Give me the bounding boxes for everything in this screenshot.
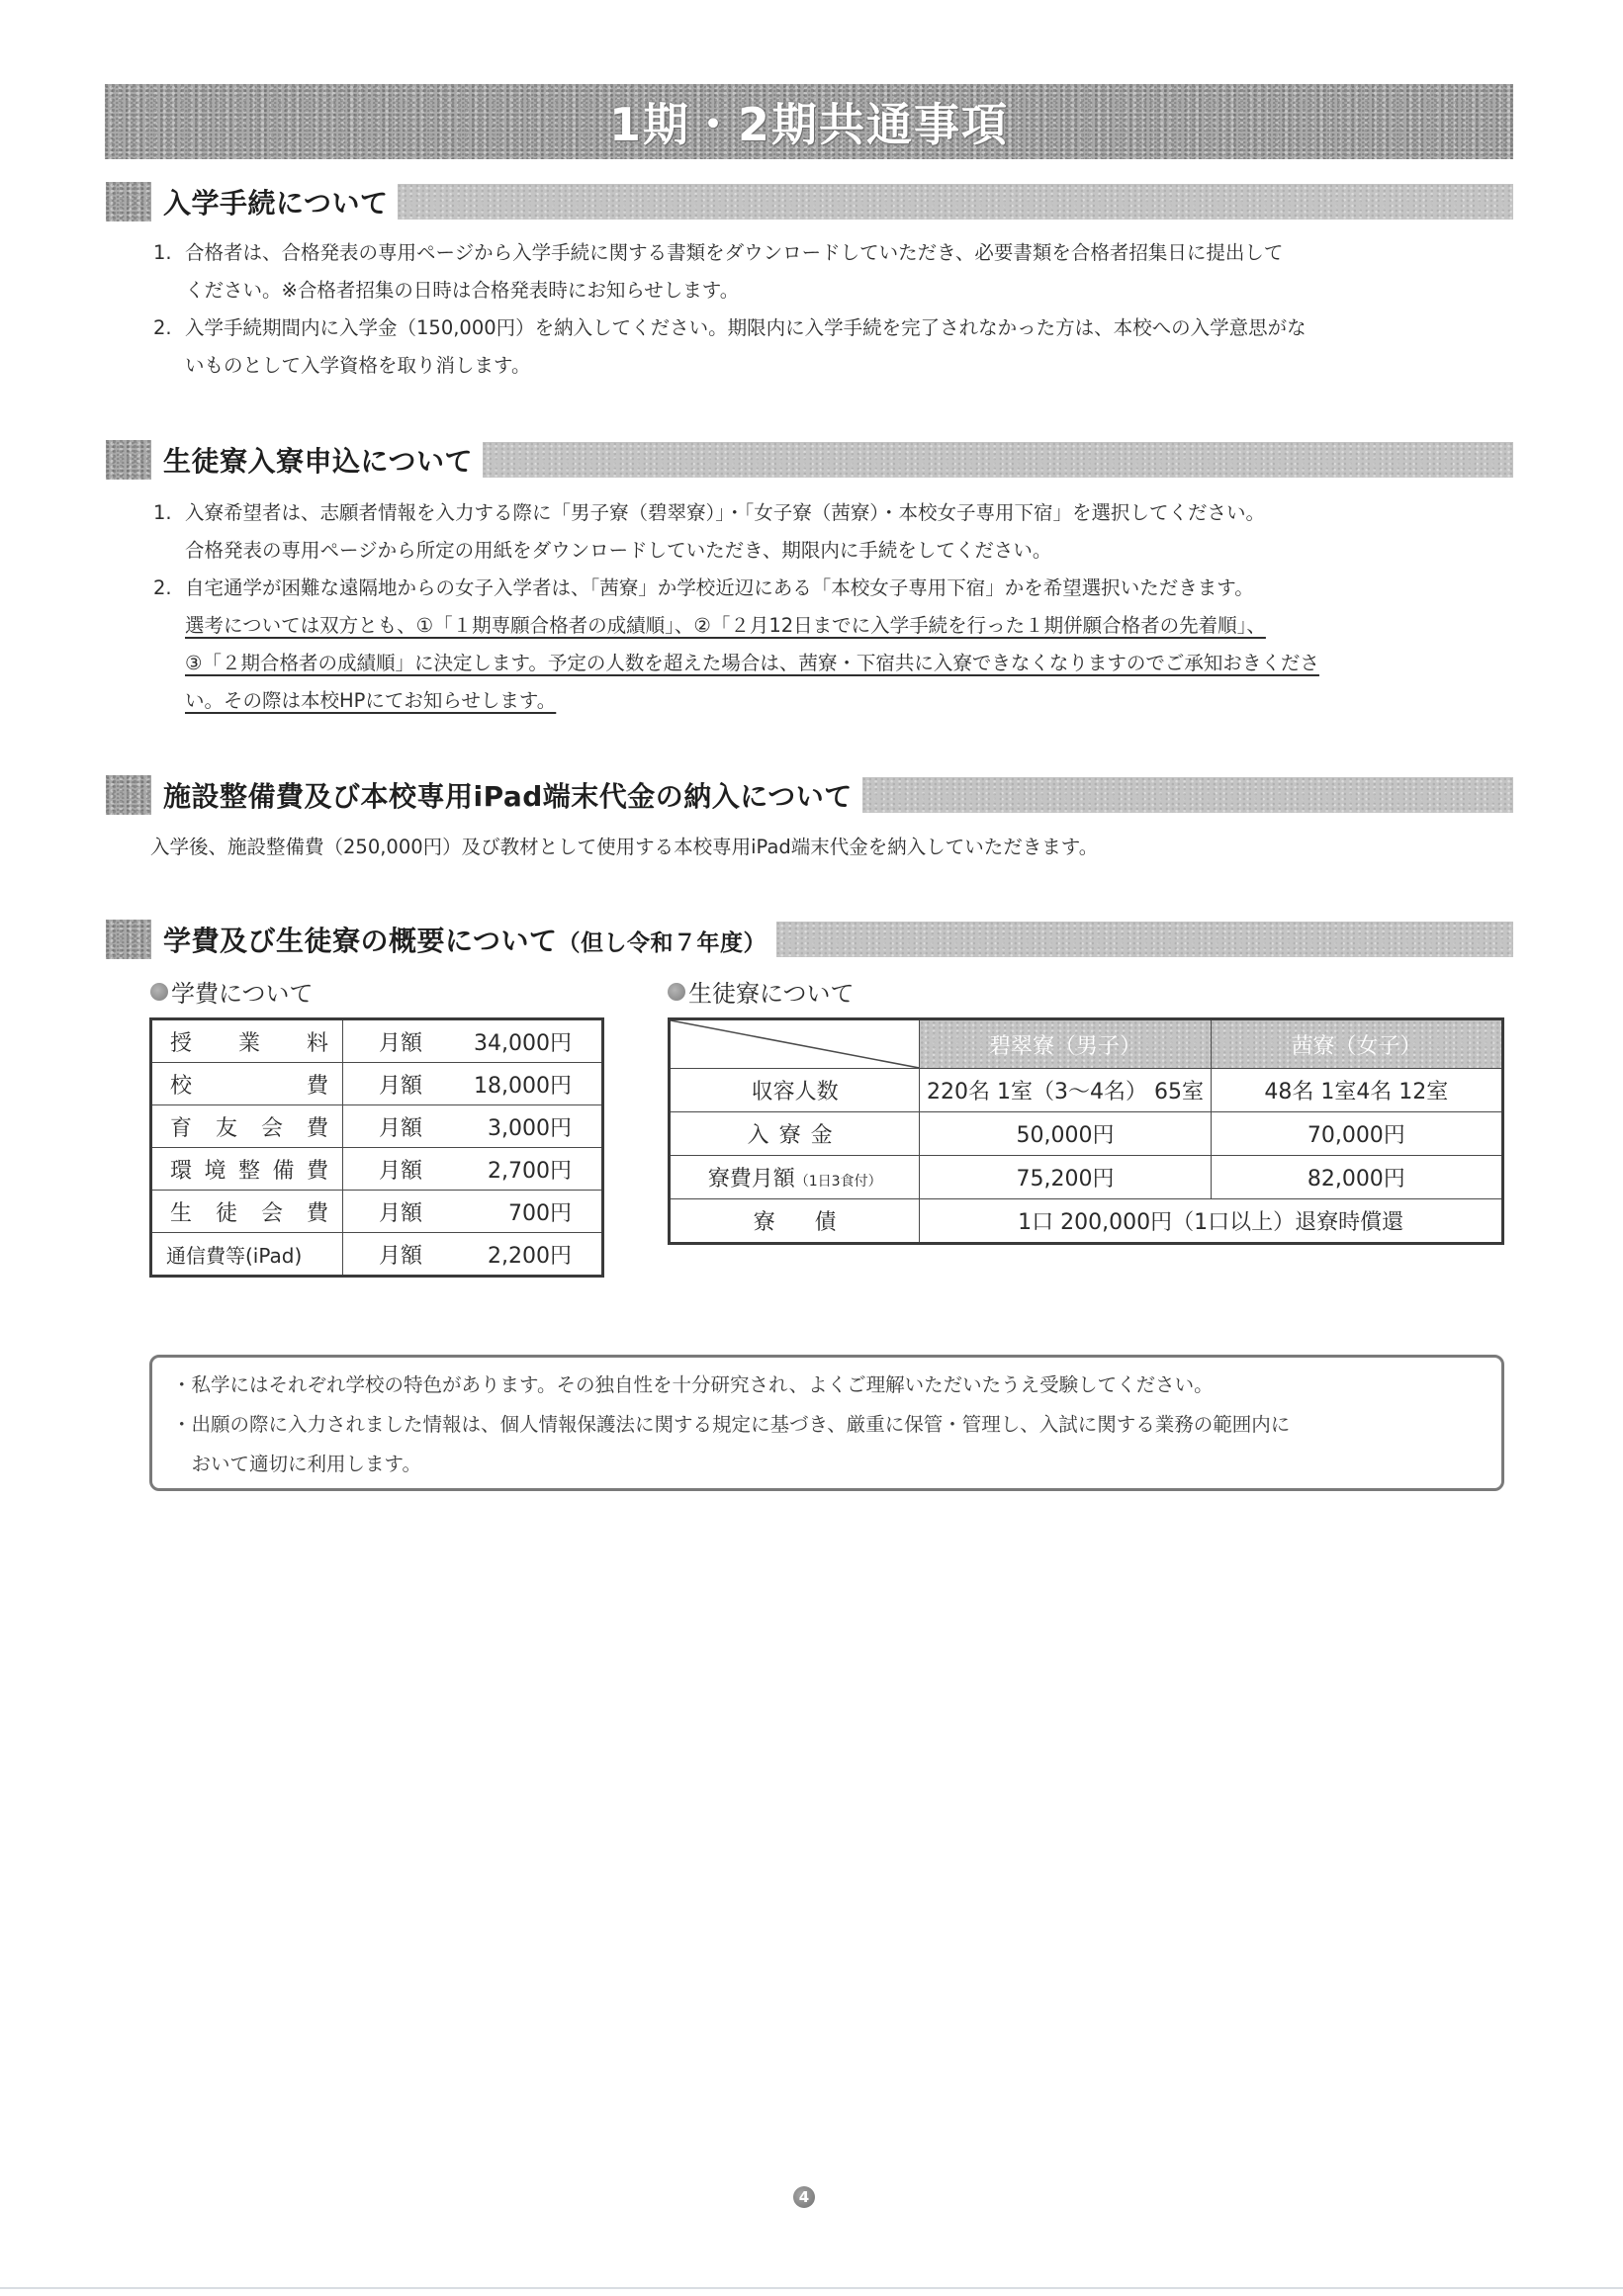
- text-line: 合格者は、合格発表の専用ページから入学手続に関する書類をダウンロードしていただき、必要書類を合格者招集日に提出して: [185, 241, 1284, 264]
- section-marker-icon: [106, 440, 151, 480]
- text-line: 合格発表の専用ページから所定の用紙をダウンロードしていただき、期限内に手続をしてください。: [185, 539, 1052, 562]
- row-header-note: （1日3食付）: [794, 1174, 882, 1190]
- table-cell: 70,000円: [1211, 1112, 1502, 1156]
- list-item: [153, 234, 1518, 309]
- table-row: [151, 1105, 603, 1148]
- table-cell: 50,000円: [920, 1112, 1211, 1156]
- item-number: 2.: [153, 316, 172, 339]
- section-title-note: （但し令和７年度）: [557, 930, 766, 956]
- section-header-facility: [106, 775, 1513, 815]
- notice-line: ・出願の際に入力されました情報は、個人情報保護法に関する規定に基づき、厳重に保管・管理し、入試に関する業務の範囲内に: [172, 1413, 1291, 1436]
- row-header: 収容人数: [670, 1069, 920, 1112]
- section-header-admission: [106, 182, 1513, 221]
- fee-amount: 700円: [443, 1191, 603, 1233]
- text-line: 入学手続期間内に入学金（150,000円）を納入してください。期限内に入学手続を完了されなかった方は、本校への入学意思がな: [185, 316, 1307, 339]
- fee-unit: 月額: [343, 1191, 444, 1233]
- fee-amount: 3,000円: [443, 1105, 603, 1148]
- page-title: 1期・2期共通事項: [608, 98, 1009, 151]
- diagonal-corner-cell: [670, 1019, 920, 1069]
- underlined-text: 選考については双方とも、①「１期専願合格者の成績順」、②「２月12日までに入学手続を行った１期併願合格者の先着順」、: [185, 614, 1266, 637]
- dorm-table: [668, 1017, 1504, 1245]
- fee-name: 育友会費: [151, 1105, 343, 1148]
- section-title: 施設整備費及び本校専用iPad端末代金の納入について: [163, 780, 853, 813]
- bullet-icon: [150, 983, 168, 1001]
- fee-unit: 月額: [343, 1233, 444, 1277]
- text-line: 入寮希望者は、志願者情報を入力する際に「男子寮（碧翠寮）」・「女子寮（茜寮）・本校女子専用下宿」を選択してください。: [185, 501, 1266, 524]
- section-bar: [483, 442, 1513, 478]
- table-row: [151, 1148, 603, 1191]
- section-title: 生徒寮入寮申込について: [163, 445, 473, 478]
- section-title: [151, 920, 776, 959]
- fee-amount: 18,000円: [443, 1063, 603, 1105]
- table-row: [670, 1199, 1503, 1244]
- list-item: [153, 570, 1518, 720]
- section-header-dorm-application: [106, 440, 1513, 480]
- item-number: 1.: [153, 501, 172, 524]
- dorm-subheading: [668, 974, 855, 1009]
- section-marker-icon: [106, 182, 151, 221]
- row-header: 寮債: [670, 1199, 920, 1244]
- list-item: [153, 309, 1518, 385]
- subheading-text: 学費について: [171, 980, 314, 1008]
- fee-unit: 月額: [343, 1148, 444, 1191]
- admission-list: [153, 234, 1518, 385]
- notice-line: おいて適切に利用します。: [172, 1453, 421, 1475]
- table-row: [151, 1019, 603, 1063]
- section-header-fees-overview: [106, 920, 1513, 959]
- item-number: 1.: [153, 241, 172, 264]
- row-header-text: 寮費月額: [707, 1167, 795, 1192]
- fee-unit: 月額: [343, 1105, 444, 1148]
- tuition-subheading: [150, 974, 314, 1009]
- fee-amount: 34,000円: [443, 1019, 603, 1063]
- section-bar: [398, 184, 1513, 220]
- underlined-text: ③「２期合格者の成績順」に決定します。予定の人数を超えた場合は、茜寮・下宿共に入寮できなくなりますのでご承知おきくださ: [185, 652, 1319, 674]
- table-cell: 220名 1室（3〜4名） 65室: [920, 1069, 1211, 1112]
- bottom-rule: [0, 2287, 1623, 2289]
- fee-name: 通信費等(iPad): [151, 1233, 343, 1277]
- column-header-boys-dorm: 碧翠寮（男子）: [920, 1019, 1211, 1069]
- table-cell: 82,000円: [1211, 1156, 1502, 1199]
- fee-amount: 2,700円: [443, 1148, 603, 1191]
- fee-name: 授業料: [151, 1019, 343, 1063]
- fee-name: 校費: [151, 1063, 343, 1105]
- table-header-row: [670, 1019, 1503, 1069]
- section-marker-icon: [106, 775, 151, 815]
- row-header: 入寮金: [670, 1112, 920, 1156]
- bullet-icon: [668, 983, 685, 1001]
- text-line: いものとして入学資格を取り消します。: [185, 354, 531, 377]
- text-line: 自宅通学が困難な遠隔地からの女子入学者は、「茜寮」か学校近辺にある「本校女子専用下宿」かを希望選択いただきます。: [185, 576, 1254, 599]
- list-item: [153, 494, 1518, 570]
- title-banner: [105, 84, 1513, 159]
- table-row: [670, 1156, 1503, 1199]
- table-row: [151, 1191, 603, 1233]
- underlined-text: い。その際は本校HPにてお知らせします。: [185, 689, 557, 712]
- table-row: [670, 1112, 1503, 1156]
- column-header-girls-dorm: 茜寮（女子）: [1211, 1019, 1502, 1069]
- item-number: 2.: [153, 576, 172, 599]
- section-title-text: 学費及び生徒寮の概要について: [163, 925, 558, 957]
- section-marker-icon: [106, 920, 151, 959]
- table-cell-merged: 1口 200,000円（1口以上）退寮時償還: [920, 1199, 1503, 1244]
- table-row: [670, 1069, 1503, 1112]
- text-line: ください。※合格者招集の日時は合格発表時にお知らせします。: [185, 279, 740, 302]
- fee-name: 生徒会費: [151, 1191, 343, 1233]
- section-bar: [862, 777, 1513, 813]
- subheading-text: 生徒寮について: [688, 980, 855, 1008]
- table-cell: 75,200円: [920, 1156, 1211, 1199]
- section-bar: [776, 922, 1513, 957]
- dorm-application-list: [153, 494, 1518, 720]
- diagonal-line-icon: [671, 1020, 919, 1068]
- page-number: 4: [793, 2186, 815, 2208]
- table-cell: 48名 1室4名 12室: [1211, 1069, 1502, 1112]
- notice-line: ・私学にはそれぞれ学校の特色があります。その独自性を十分研究され、よくご理解いただいたうえ受験してください。: [172, 1373, 1214, 1396]
- table-row: [151, 1063, 603, 1105]
- fee-amount: 2,200円: [443, 1233, 603, 1277]
- fee-unit: 月額: [343, 1019, 444, 1063]
- section-title: 入学手続について: [163, 187, 389, 220]
- row-header: [670, 1156, 920, 1199]
- tuition-table: [149, 1017, 604, 1278]
- facility-text: 入学後、施設整備費（250,000円）及び教材として使用する本校専用iPad端末代金を納入していただきます。: [150, 836, 1099, 858]
- table-row: [151, 1233, 603, 1277]
- fee-unit: 月額: [343, 1063, 444, 1105]
- notice-box: [149, 1355, 1504, 1491]
- fee-name: 環境整備費: [151, 1148, 343, 1191]
